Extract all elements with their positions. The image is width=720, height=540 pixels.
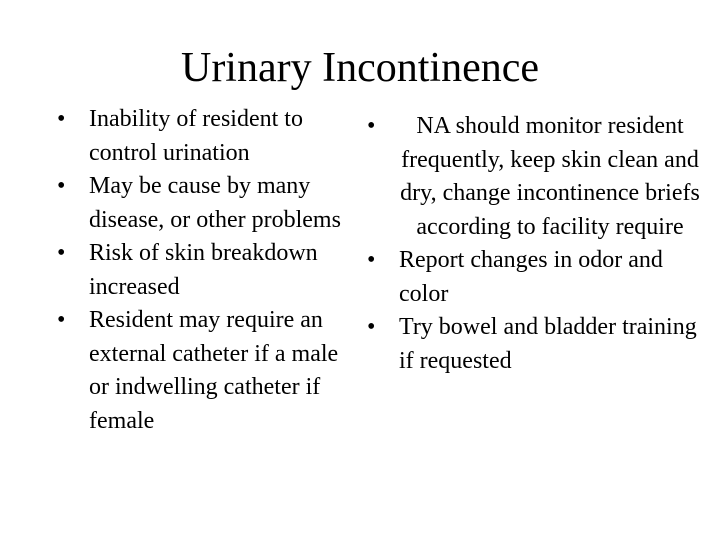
list-item	[361, 311, 701, 378]
bullet-icon: •	[57, 106, 66, 132]
left-bullet-list	[57, 103, 357, 438]
bullet-icon: •	[57, 240, 66, 266]
bullet-icon: •	[367, 314, 376, 340]
list-item	[57, 304, 357, 438]
bullet-icon: •	[57, 173, 66, 199]
list-item	[361, 110, 701, 244]
right-bullet-list	[361, 110, 701, 378]
list-item-text: May be cause by many disease, or other problems	[89, 173, 341, 233]
list-item	[57, 237, 357, 304]
list-item	[57, 103, 357, 170]
slide-title: Urinary Incontinence	[180, 45, 539, 91]
list-item-text: NA should monitor resident frequently, keep skin clean and dry, change incontinence briefs according to facility require	[400, 113, 700, 240]
list-item	[361, 244, 701, 311]
list-item-text: Try bowel and bladder training if requested	[399, 314, 697, 374]
bullet-icon: •	[57, 307, 66, 333]
list-item-text: Resident may require an external catheter if a male or indwelling catheter if female	[89, 307, 339, 434]
list-item-text: Inability of resident to control urination	[89, 106, 303, 166]
list-item-text: Report changes in odor and color	[399, 247, 663, 307]
list-item-text: Risk of skin breakdown increased	[89, 240, 318, 300]
bullet-icon: •	[367, 113, 376, 139]
list-item	[57, 170, 357, 237]
bullet-icon: •	[367, 247, 376, 273]
